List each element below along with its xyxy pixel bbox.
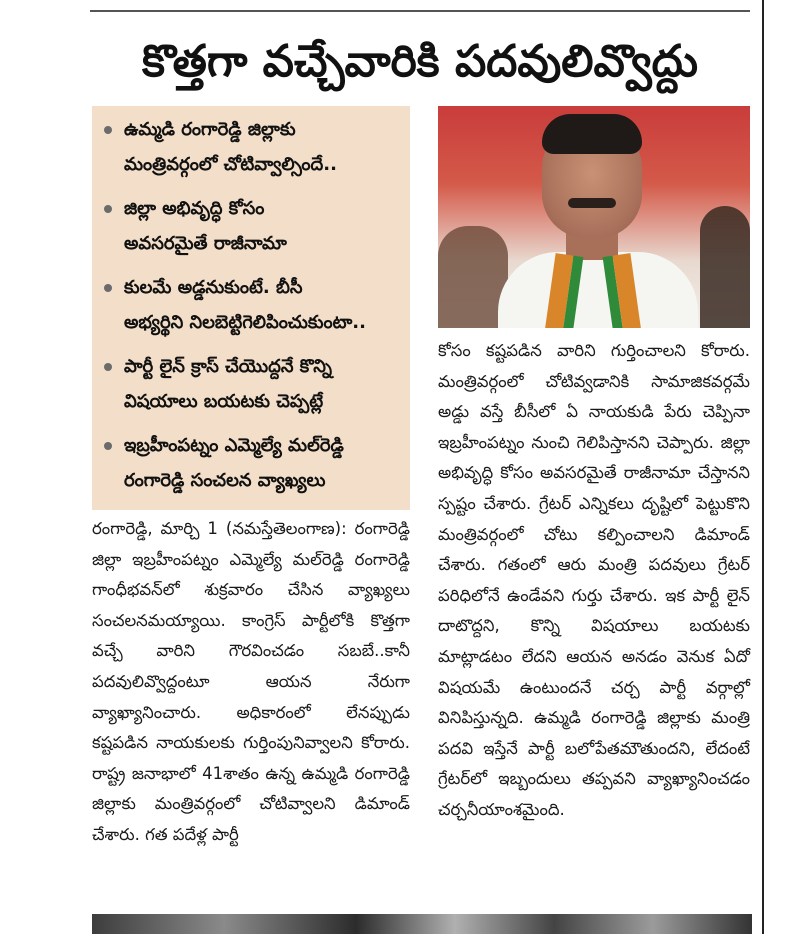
mla-photo [438, 106, 750, 328]
highlight-line: విషయాలు బయటకు చెప్పట్లే [124, 391, 324, 412]
bullet-icon [104, 363, 112, 371]
highlight-item [102, 270, 402, 340]
highlight-line: అభ్యర్థిని నిలబెట్టిగెలిపించుకుంటా.. [124, 312, 366, 333]
highlight-item [102, 428, 402, 498]
mustache-shape [568, 198, 616, 208]
article-text-left-column: రంగారెడ్డి, మార్చి 1 (నమస్తేతెలంగాణ): రంగారెడ్డి జిల్లా ఇబ్రహీంపట్నం ఎమ్మెల్యే మల్‌రెడ్డి రంగారెడ్డి గాంధీభవన్‌లో శుక్రవారం చేసిన వ్యాఖ్యలు సంచలనమయ్యాయి. కాంగ్రెస్ పార్టీలోకి కొత్తగా వచ్చే వారిని గౌరవించడం సబబే..కానీ పదవులివ్వొద్దంటూ ఆయన నేరుగా వ్యాఖ్యానించారు. అధికారంలో లేనప్పుడు కష్టపడిన నాయకులకు గుర్తింపునివ్వాలని కోరారు. రాష్ట్ర జనాభాలో 41శాతం ఉన్న ఉమ్మడి రంగారెడ్డి జిల్లాకు మంత్రివర్గంలో చోటివ్వాలని డిమాండ్ చేశారు. గత పదేళ్ల పార్టీ [92, 519, 410, 844]
bullet-icon [104, 284, 112, 292]
next-article-image-strip [92, 914, 752, 934]
hair-shape [542, 114, 642, 154]
highlight-item [102, 349, 402, 419]
highlight-line: అవసరమైతే రాజీనామా [124, 233, 287, 254]
highlight-item [102, 112, 402, 182]
highlight-line: రంగారెడ్డి సంచలన వ్యాఖ్యలు [124, 470, 326, 491]
highlight-line: జిల్లా అభివృద్ధి కోసం [124, 198, 265, 219]
article-text-right-column: కోసం కష్టపడిన వారిని గుర్తించాలని కోరారు. మంత్రివర్గంలో చోటివ్వడానికి సామాజికవర్గమే అడ్డు వస్తే బీసీలో ఏ నాయకుడి పేరు చెప్పినా ఇబ్రహీంపట్నం నుంచి గెలిపిస్తానని చెప్పారు. జిల్లా అభివృద్ధి కోసం అవసరమైతే రాజీనామా చేస్తానని స్పష్టం చేశారు. గ్రేటర్ ఎన్నికలు దృష్టిలో పెట్టుకొని మంత్రివర్గంలో చోటు కల్పించాలని డిమాండ్ చేశారు. గతంలో ఆరు మంత్రి పదవులు గ్రేటర్ పరిధిలోనే ఉండేవని గుర్తు చేశారు. ఇక పార్టీ లైన్ దాటొద్దని, కొన్ని విషయాలు బయటకు మాట్లాడటం లేదని ఆయన అనడం వెనుక ఏదో విషయమే ఉంటుందనే చర్చ పార్టీ వర్గాల్లో వినిపిస్తున్నది. ఉమ్మడి రంగారెడ్డి జిల్లాకు మంత్రి పదవి ఇస్తేనే పార్టీ బలోపేతమౌతుందని, లేదంటే గ్రేటర్‌లో ఇబ్బందులు తప్పవని వ్యాఖ్యానించడం చర్చనీయాంశమైంది. [438, 341, 750, 819]
headline: కొత్తగా వచ్చేవారికి పదవులివ్వొద్దు [142, 36, 698, 87]
highlight-line: పార్టీ లైన్ క్రాస్ చేయొద్దనే కొన్ని [124, 356, 332, 377]
shirt-shape [498, 252, 698, 328]
background-person [700, 206, 750, 328]
highlight-line: ఉమ్మడి రంగారెడ్డి జిల్లాకు [124, 119, 296, 140]
highlights-box [92, 106, 410, 510]
top-divider [90, 0, 750, 12]
highlight-item [102, 191, 402, 261]
bullet-icon [104, 126, 112, 134]
right-divider [762, 0, 764, 934]
highlight-line: కులమే అడ్డనుకుంటే. బీసీ [124, 277, 303, 298]
bullet-icon [104, 442, 112, 450]
bullet-icon [104, 205, 112, 213]
highlight-line: ఇబ్రహీంపట్నం ఎమ్మెల్యే మల్‌రెడ్డి [124, 435, 344, 456]
highlight-line: మంత్రివర్గంలో చోటివ్వాల్సిందే.. [124, 154, 337, 175]
highlights-list [102, 112, 402, 498]
